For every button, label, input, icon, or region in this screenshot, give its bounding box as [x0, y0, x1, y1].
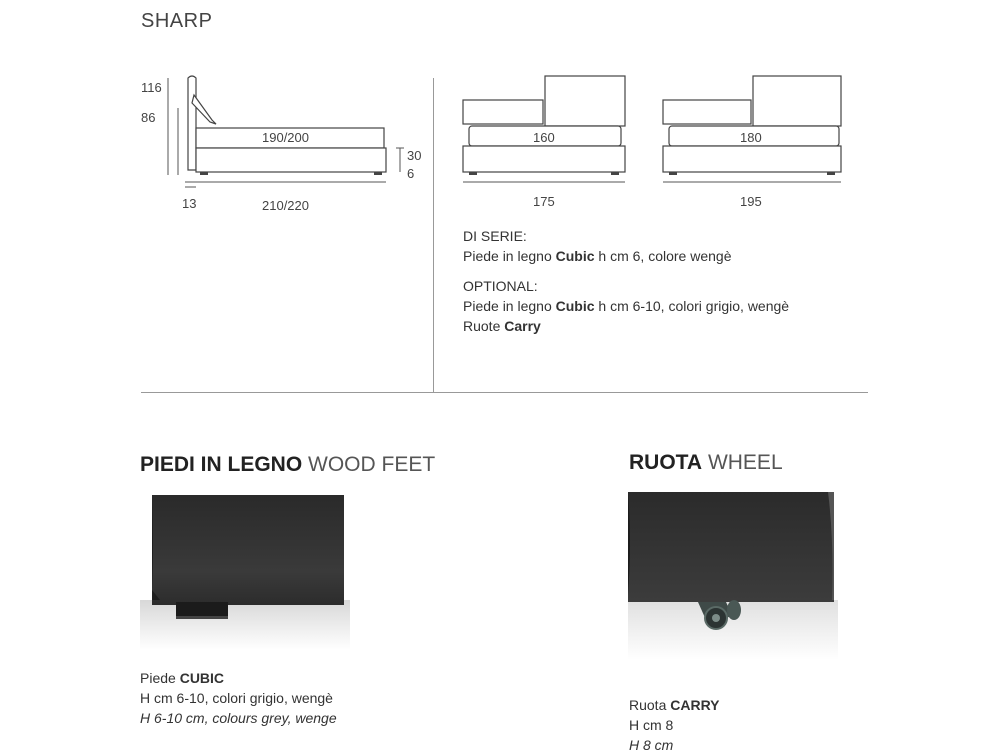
- wheel-caption-2: H cm 8: [629, 717, 674, 733]
- dim-base-height: 30: [407, 148, 422, 163]
- front-2-width: 195: [740, 194, 762, 209]
- specs-block: [463, 226, 883, 336]
- standard-label: DI SERIE:: [463, 228, 527, 244]
- wood-feet-caption-3: H 6-10 cm, colours grey, wenge: [140, 710, 337, 726]
- dim-offset: 13: [182, 196, 197, 211]
- page-title: SHARP: [141, 10, 213, 32]
- front-2-mattress: 180: [740, 130, 762, 145]
- optional-line-2: Ruote Carry: [463, 318, 541, 334]
- optional-label: OPTIONAL:: [463, 278, 538, 294]
- front-1-width: 175: [533, 194, 555, 209]
- standard-line: Piede in legno Cubic h cm 6, colore wengè: [463, 248, 732, 264]
- wood-feet-caption: [140, 668, 337, 728]
- wheel-photo: [628, 490, 838, 660]
- front-1-mattress: 160: [533, 130, 555, 145]
- dim-total-height: 116: [141, 80, 162, 95]
- wheel-caption: [629, 695, 720, 755]
- dim-mattress: 190/200: [262, 130, 309, 145]
- wood-feet-caption-2: H cm 6-10, colori grigio, wengè: [140, 690, 333, 706]
- wood-feet-photo: [140, 490, 350, 650]
- wood-feet-heading: PIEDI IN LEGNO WOOD FEET: [140, 453, 436, 476]
- wheel-heading: RUOTA WHEEL: [629, 451, 783, 474]
- dim-feet-height: 6: [407, 166, 415, 181]
- dim-length: 210/220: [262, 198, 309, 213]
- wheel-caption-3: H 8 cm: [629, 737, 674, 753]
- horizontal-divider: [141, 392, 868, 393]
- vertical-divider: [433, 78, 434, 392]
- wood-feet-caption-1: Piede CUBIC: [140, 670, 225, 686]
- optional-line-1: Piede in legno Cubic h cm 6-10, colori grigio, wengè: [463, 298, 790, 314]
- wheel-caption-1: Ruota CARRY: [629, 697, 720, 713]
- dim-head-height: 86: [141, 110, 156, 125]
